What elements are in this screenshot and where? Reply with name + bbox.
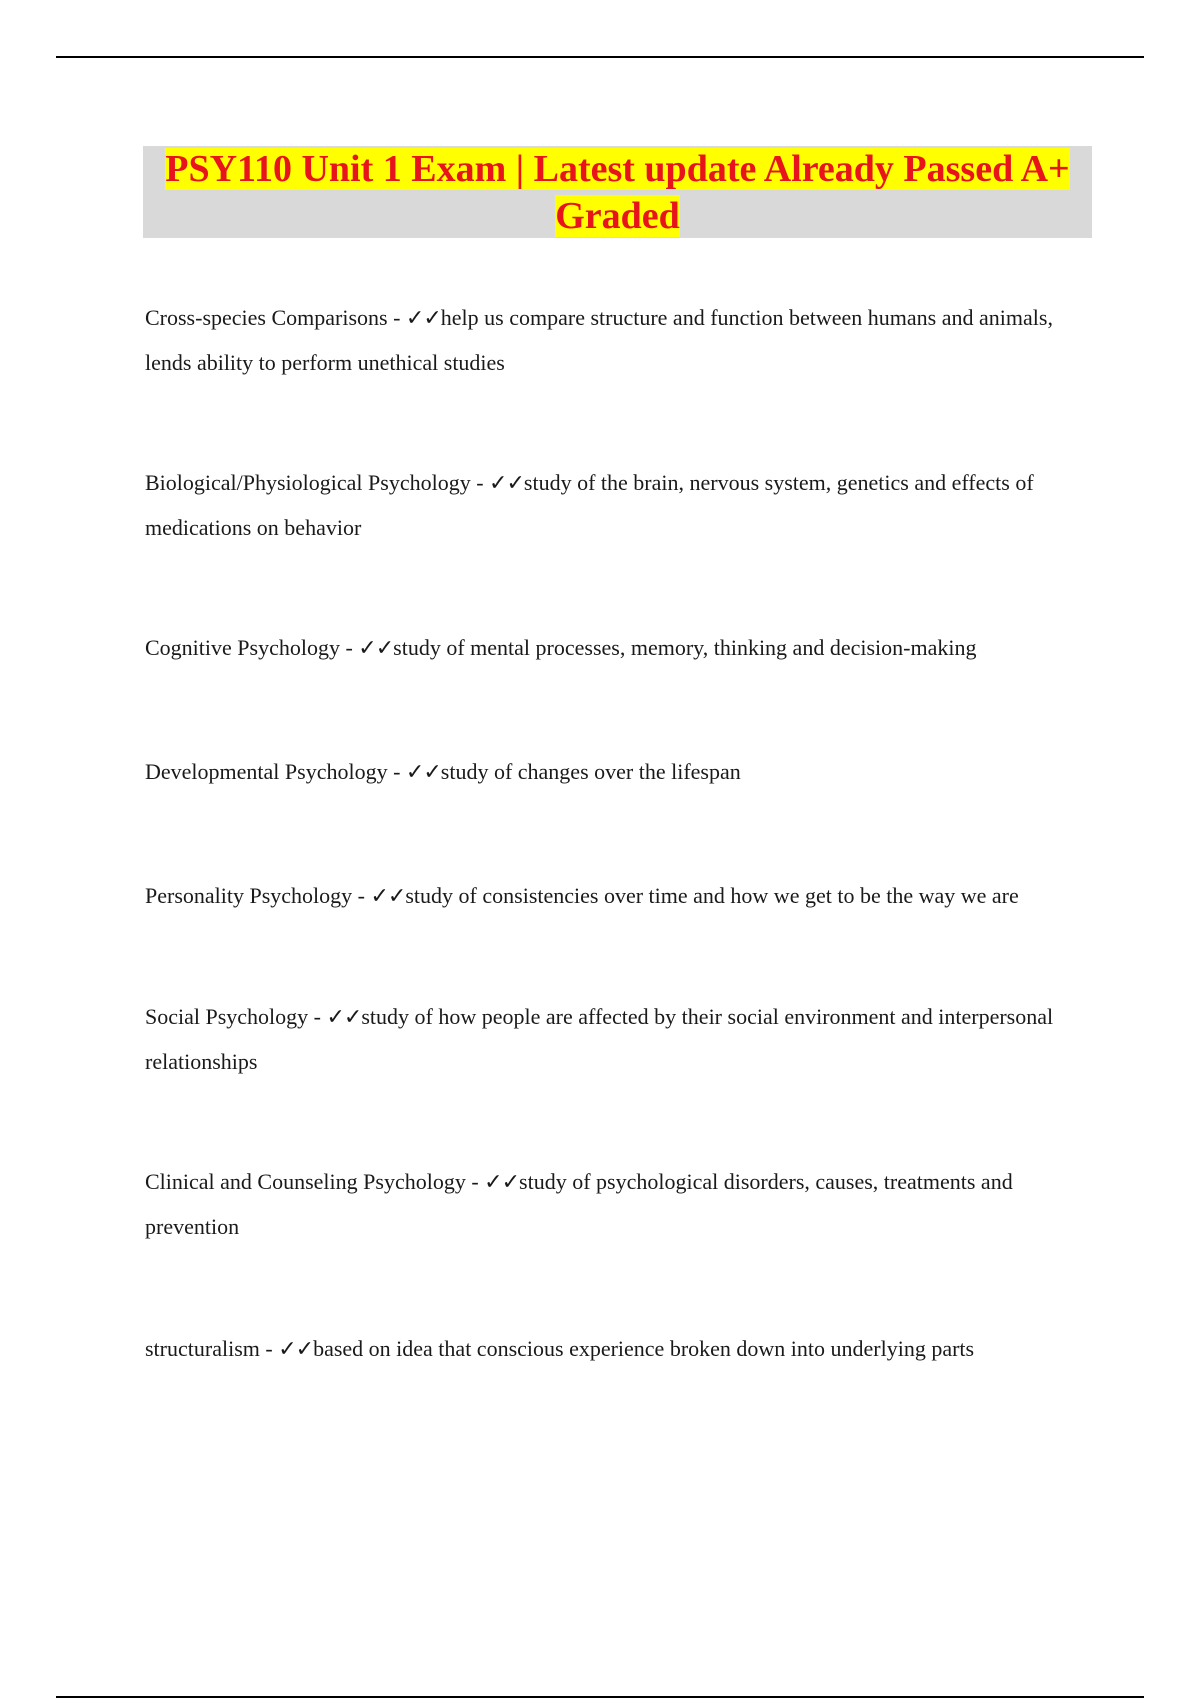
entry-list — [145, 296, 1085, 1372]
entry-item — [145, 296, 1085, 385]
entry-item — [145, 626, 1085, 671]
double-check-icon: ✓✓ — [405, 760, 441, 785]
entry-separator: - — [387, 305, 406, 330]
entry-separator: - — [352, 883, 371, 908]
entry-definition: study of how people are affected by their social environment and interpersonal relationships — [145, 1004, 1054, 1074]
double-check-icon: ✓✓ — [278, 1337, 314, 1362]
document-title: PSY110 Unit 1 Exam | Latest update Already Passed A+ Graded — [165, 148, 1070, 237]
entry-definition: study of the brain, nervous system, genetics and effects of medications on behavior — [145, 470, 1034, 540]
double-check-icon: ✓✓ — [484, 1170, 520, 1195]
entry-item — [145, 874, 1085, 919]
entry-item — [145, 750, 1085, 795]
entry-separator: - — [259, 1336, 279, 1361]
entry-term: Social Psychology — [145, 1004, 309, 1029]
double-check-icon: ✓✓ — [326, 1005, 362, 1030]
entry-definition: help us compare structure and function between humans and animals, lends ability to perform unethical studies — [145, 305, 1053, 375]
entry-separator: - — [465, 1169, 485, 1194]
entry-definition: study of psychological disorders, causes, treatments and prevention — [145, 1169, 1013, 1239]
entry-definition: based on idea that conscious experience broken down into underlying parts — [313, 1336, 975, 1361]
entry-term: Personality Psychology — [145, 883, 353, 908]
entry-separator: - — [387, 759, 406, 784]
title-banner — [143, 146, 1092, 238]
entry-item — [145, 995, 1085, 1084]
entry-definition: study of consistencies over time and how we get to be the way we are — [405, 883, 1019, 908]
entry-definition: study of mental processes, memory, thinking and decision-making — [393, 635, 977, 660]
double-check-icon: ✓✓ — [489, 471, 524, 496]
entry-item — [145, 1327, 1085, 1372]
entry-item — [145, 1160, 1085, 1249]
entry-term: Developmental Psychology — [145, 759, 388, 784]
entry-item — [145, 461, 1085, 550]
entry-definition: study of changes over the lifespan — [440, 759, 741, 784]
entry-term: structuralism — [145, 1336, 260, 1361]
entry-separator: - — [308, 1004, 327, 1029]
double-check-icon: ✓✓ — [405, 306, 441, 331]
top-rule — [56, 56, 1144, 58]
entry-separator: - — [339, 635, 359, 660]
double-check-icon: ✓✓ — [370, 884, 406, 909]
entry-term: Cognitive Psychology — [145, 635, 340, 660]
double-check-icon: ✓✓ — [358, 636, 394, 661]
entry-term: Cross-species Comparisons — [145, 305, 388, 330]
entry-term: Clinical and Counseling Psychology — [145, 1169, 466, 1194]
bottom-rule — [56, 1696, 1144, 1698]
entry-term: Biological/Physiological Psychology — [145, 470, 471, 495]
entry-separator: - — [470, 470, 490, 495]
